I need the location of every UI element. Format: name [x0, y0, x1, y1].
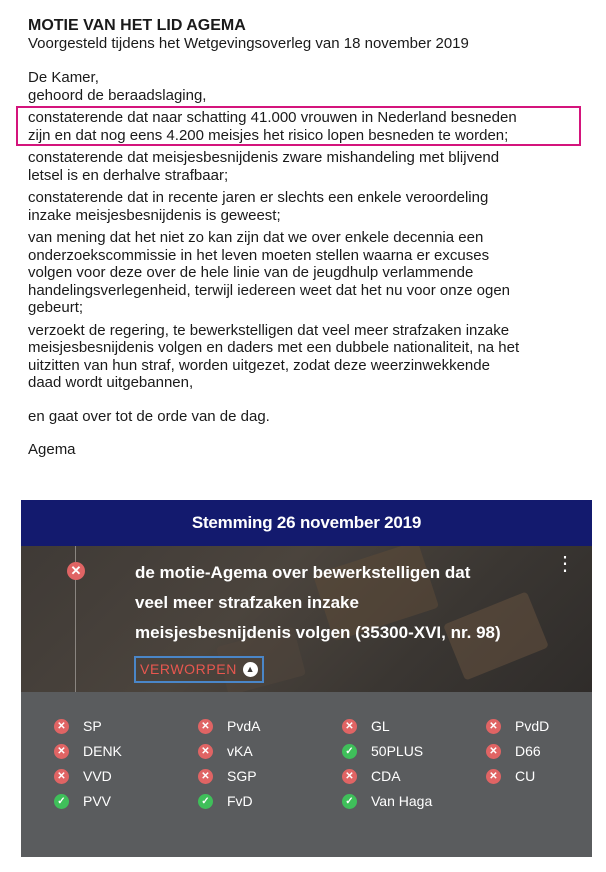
chevron-up-icon: ▲: [243, 662, 258, 677]
party-name: vKA: [227, 743, 253, 759]
consideration-line: meisjesbesnijdenis volgen en daders met een dubbele nationaliteit, na het: [28, 339, 520, 356]
document-title: MOTIE VAN HET LID AGEMA: [28, 17, 246, 34]
party-name: CU: [515, 768, 536, 784]
consideration-line: handelingsverlegenheid, terwijl iedereen weet dat het nu voor onze ogen: [28, 281, 510, 299]
motion-card: [21, 546, 592, 692]
party-vote-denk: [54, 743, 122, 759]
more-options-icon[interactable]: ⋮: [555, 553, 575, 575]
party-vote-van-haga: [342, 793, 432, 809]
consideration-line: constaterende dat in recente jaren er slechts een enkele veroordeling: [28, 189, 489, 206]
party-vote-gl: [342, 718, 390, 734]
consideration-highlighted: [28, 109, 588, 144]
party-vote-vka: [198, 743, 253, 759]
vote-date-header: Stemming 26 november 2019: [21, 500, 592, 546]
consideration-3: [28, 189, 588, 224]
consideration-4: [28, 229, 588, 317]
rejected-icon: ✕: [67, 562, 85, 580]
vote-against-icon: ✕: [198, 719, 213, 734]
consideration-line: verzoekt de regering, te bewerkstelligen dat veel meer strafzaken inzake: [28, 321, 510, 339]
party-vote-d66: [486, 743, 541, 759]
motion-description: [135, 558, 535, 648]
party-vote-sp: [54, 718, 102, 734]
vote-against-icon: ✕: [486, 744, 501, 759]
consideration-line: uitzitten van hun straf, worden uitgezet, zodat deze weerzinwekkende: [28, 356, 490, 374]
request-paragraph: [28, 322, 588, 392]
vote-for-icon: ✓: [342, 744, 357, 759]
document-subtitle: Voorgesteld tijdens het Wetgevingsoverleg van 18 november 2019: [28, 35, 469, 52]
party-name: SGP: [227, 768, 257, 784]
party-vote-fvd: [198, 793, 253, 809]
consideration-line: inzake meisjesbesnijdenis is geweest;: [28, 206, 281, 224]
consideration-line: onderzoekscommissie in het leven moeten stellen waarna er excuses: [28, 246, 490, 264]
vote-against-icon: ✕: [54, 769, 69, 784]
motion-line: meisjesbesnijdenis volgen (35300-XVI, nr. 98): [135, 623, 501, 642]
consideration-line: constaterende dat meisjesbesnijdenis zware mishandeling met blijvend: [28, 149, 500, 166]
consideration-line: zijn en dat nog eens 4.200 meisjes het risico lopen besneden te worden;: [28, 126, 509, 144]
party-name: DENK: [83, 743, 122, 759]
heard-line: gehoord de beraadslaging,: [28, 86, 207, 104]
consideration-line: volgen voor deze over de hele linie van de jeugdhulp verlammende: [28, 264, 474, 281]
vote-against-icon: ✕: [54, 719, 69, 734]
party-name: Van Haga: [371, 793, 433, 809]
party-vote-pvda: [198, 718, 260, 734]
vote-against-icon: ✕: [198, 769, 213, 784]
signature: Agema: [28, 441, 76, 458]
status-toggle-button[interactable]: [134, 656, 264, 683]
status-label: VERWORPEN: [140, 661, 237, 677]
party-name: CDA: [371, 768, 401, 784]
vote-for-icon: ✓: [342, 794, 357, 809]
vote-against-icon: ✕: [198, 744, 213, 759]
party-vote-sgp: [198, 768, 257, 784]
party-name: GL: [371, 718, 390, 734]
consideration-line: daad wordt uitgebannen,: [28, 374, 194, 391]
party-name: 50PLUS: [371, 743, 424, 759]
party-name: PVV: [83, 793, 112, 809]
party-name: FvD: [227, 793, 253, 809]
vote-for-icon: ✓: [54, 794, 69, 809]
vote-against-icon: ✕: [342, 719, 357, 734]
consideration-line: gebeurt;: [28, 299, 84, 316]
consideration-line: van mening dat het niet zo kan zijn dat we over enkele decennia een: [28, 229, 484, 246]
party-vote-50plus: [342, 743, 423, 759]
party-vote-pvdd: [486, 718, 549, 734]
party-vote-cda: [342, 768, 401, 784]
closing-line: en gaat over tot de orde van de dag.: [28, 407, 270, 425]
motion-document: [28, 16, 588, 459]
vote-against-icon: ✕: [54, 744, 69, 759]
vote-for-icon: ✓: [198, 794, 213, 809]
motion-line: de motie-Agema over bewerkstelligen dat: [135, 563, 471, 582]
vote-against-icon: ✕: [486, 769, 501, 784]
party-name: VVD: [83, 768, 112, 784]
motion-line: veel meer strafzaken inzake: [135, 593, 359, 612]
consideration-line: letsel is en derhalve strafbaar;: [28, 166, 229, 184]
party-vote-vvd: [54, 768, 112, 784]
party-name: SP: [83, 718, 102, 734]
party-votes-grid: [21, 692, 592, 857]
consideration-2: [28, 149, 588, 184]
vote-against-icon: ✕: [342, 769, 357, 784]
party-vote-pvv: [54, 793, 111, 809]
party-name: D66: [515, 743, 541, 759]
vote-against-icon: ✕: [486, 719, 501, 734]
party-name: PvdD: [515, 718, 550, 734]
addressee: De Kamer,: [28, 69, 99, 86]
party-vote-cu: [486, 768, 535, 784]
consideration-line: constaterende dat naar schatting 41.000 vrouwen in Nederland besneden: [28, 109, 517, 126]
vote-panel: [21, 500, 592, 857]
party-name: PvdA: [227, 718, 261, 734]
